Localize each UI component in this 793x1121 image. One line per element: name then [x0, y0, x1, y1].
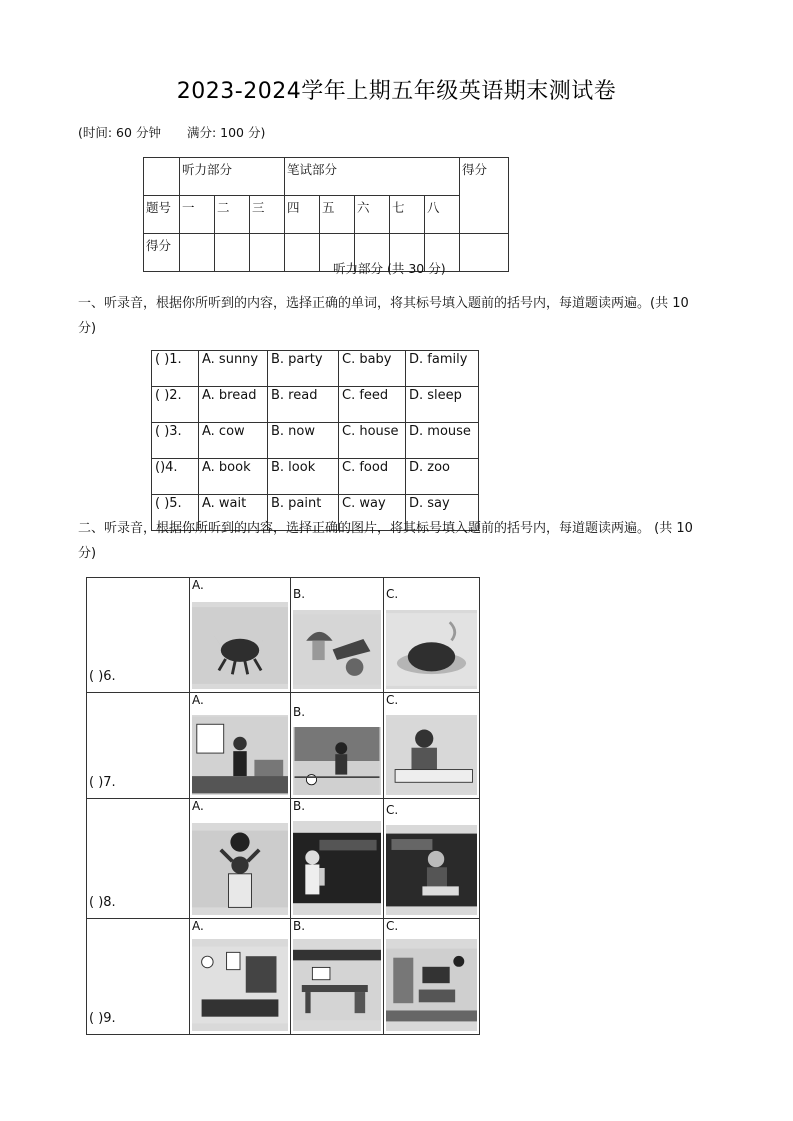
option-label: A. [192, 799, 204, 813]
study-desk-image [293, 939, 381, 1031]
question-number: ( )5. [152, 495, 199, 531]
football-icon [293, 727, 381, 795]
option-label: C. [386, 919, 399, 933]
exam-time: (时间: 60 分钟 [78, 125, 161, 140]
word-option-d: D. zoo [406, 459, 479, 495]
option-label: A. [192, 693, 204, 707]
word-option-a: A. wait [199, 495, 268, 531]
question-6-number: ( )6. [89, 669, 116, 684]
score-cell-total[interactable] [460, 234, 509, 272]
writing-part-label: 笔试部分 [285, 158, 460, 196]
word-option-c: C. house [339, 423, 406, 459]
word-choice-row [152, 387, 479, 423]
option-7c[interactable] [384, 693, 480, 799]
exam-full-score: 满分: 100 分) [186, 125, 266, 140]
score-cell[interactable] [180, 234, 215, 272]
word-option-a: A. book [199, 459, 268, 495]
boy-in-room-image [192, 715, 288, 795]
question-8-number: ( )8. [89, 895, 116, 910]
word-option-a: A. bread [199, 387, 268, 423]
option-6c[interactable] [384, 578, 480, 693]
total-score-label: 得分 [460, 158, 509, 234]
score-row-label: 得分 [144, 234, 180, 272]
desk-icon [293, 939, 381, 1031]
option-label: C. [386, 587, 399, 601]
question-number: ( )3. [152, 423, 199, 459]
question-7-cell [87, 693, 190, 799]
boy-writing-image [386, 715, 477, 795]
question-number: ()4. [152, 459, 199, 495]
option-7a[interactable] [190, 693, 291, 799]
option-label: B. [293, 919, 306, 933]
crab-icon [192, 602, 288, 689]
column-1: 一 [180, 196, 215, 234]
option-8c[interactable] [384, 799, 480, 919]
writing-icon [386, 715, 477, 795]
score-cell[interactable] [285, 234, 320, 272]
word-option-c: C. way [339, 495, 406, 531]
option-label: B. [293, 799, 306, 813]
question-7-number: ( )7. [89, 775, 116, 790]
picture-choice-table [86, 577, 480, 1035]
bedroom-icon [192, 939, 288, 1031]
listening-section-header: 听力部分 (共 30 分) [333, 261, 446, 276]
word-option-d: D. say [406, 495, 479, 531]
option-label: B. [293, 587, 306, 601]
boy-room-icon [192, 715, 288, 795]
blackboard-icon [293, 821, 381, 915]
column-6: 六 [355, 196, 390, 234]
word-option-d: D. mouse [406, 423, 479, 459]
question-9-number: ( )9. [89, 1011, 116, 1026]
word-option-b: B. read [268, 387, 339, 423]
listening-part-label: 听力部分 [180, 158, 285, 196]
living-room-image [386, 939, 477, 1031]
living-room-icon [386, 939, 477, 1031]
word-option-a: A. sunny [199, 351, 268, 387]
chinese-teacher-image [386, 825, 477, 915]
dessert-icon [293, 610, 381, 689]
word-option-b: B. paint [268, 495, 339, 531]
option-label: A. [192, 919, 204, 933]
question-number-label: 题号 [144, 196, 180, 234]
option-label: C. [386, 803, 399, 817]
page-title: 2023-2024学年上期五年级英语期末测试卷 [176, 79, 617, 104]
word-option-c: C. food [339, 459, 406, 495]
word-choice-table [151, 350, 479, 531]
word-option-b: B. now [268, 423, 339, 459]
section2-instruction: 二、听录音，根据你所听到的内容，选择正确的图片，将其标号填入题前的括号内，每道题读两遍。 (共 10 分) [78, 521, 693, 561]
question-number: ( )1. [152, 351, 199, 387]
word-option-b: B. look [268, 459, 339, 495]
word-option-c: C. baby [339, 351, 406, 387]
score-cell[interactable] [215, 234, 250, 272]
dessert-image [293, 610, 381, 689]
question-8-cell [87, 799, 190, 919]
option-6b[interactable] [291, 578, 384, 693]
column-8: 八 [425, 196, 460, 234]
crab-image [192, 602, 288, 689]
option-8b[interactable] [291, 799, 384, 919]
score-table [143, 157, 509, 272]
basketball-icon [192, 823, 288, 915]
column-4: 四 [285, 196, 320, 234]
roast-chicken-image [386, 610, 477, 689]
word-option-a: A. cow [199, 423, 268, 459]
chinese-class-icon [386, 825, 477, 915]
word-option-b: B. party [268, 351, 339, 387]
question-6-cell [87, 578, 190, 693]
column-3: 三 [250, 196, 285, 234]
column-2: 二 [215, 196, 250, 234]
question-number: ( )2. [152, 387, 199, 423]
man-with-ball-image [192, 823, 288, 915]
word-choice-row [152, 459, 479, 495]
option-label: C. [386, 693, 399, 707]
score-cell[interactable] [250, 234, 285, 272]
option-6a[interactable] [190, 578, 291, 693]
option-label: A. [192, 578, 204, 592]
column-7: 七 [390, 196, 425, 234]
bedroom-image [192, 939, 288, 1031]
option-9b[interactable] [291, 919, 384, 1035]
boy-playing-football-image [293, 727, 381, 795]
option-label: B. [293, 705, 306, 719]
word-option-d: D. sleep [406, 387, 479, 423]
roast-chicken-icon [386, 610, 477, 689]
column-5: 五 [320, 196, 355, 234]
option-7b[interactable] [291, 693, 384, 799]
option-9a[interactable] [190, 919, 291, 1035]
word-choice-row [152, 351, 479, 387]
word-option-d: D. family [406, 351, 479, 387]
option-9c[interactable] [384, 919, 480, 1035]
exam-meta [78, 123, 265, 141]
section1-instruction: 一、听录音，根据你所听到的内容，选择正确的单词，将其标号填入题前的括号内，每道题读两遍。(共 10 分) [78, 296, 689, 336]
word-choice-row [152, 423, 479, 459]
option-8a[interactable] [190, 799, 291, 919]
word-option-c: C. feed [339, 387, 406, 423]
math-teacher-image [293, 821, 381, 915]
question-9-cell [87, 919, 190, 1035]
